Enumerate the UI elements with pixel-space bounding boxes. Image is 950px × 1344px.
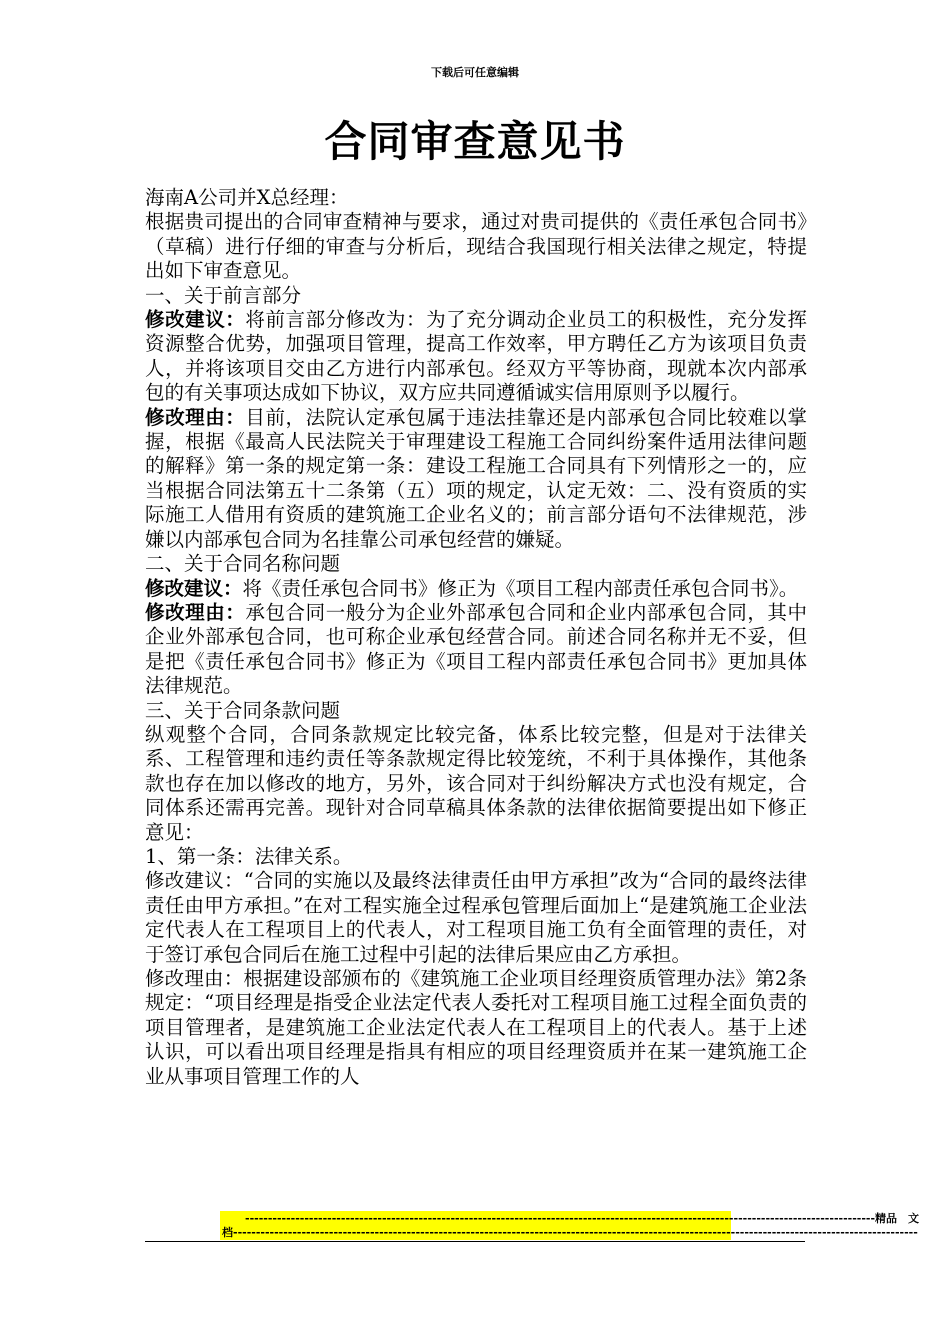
document-title: 合同审查意见书	[324, 117, 626, 166]
paragraph-label: 修改理由：	[145, 600, 246, 624]
paragraph-text: 1、第一条：法律关系。	[145, 844, 353, 868]
paragraph-text: 三、关于合同条款问题	[145, 698, 341, 722]
paragraph	[145, 406, 807, 552]
section-heading	[145, 284, 807, 308]
paragraph	[145, 967, 807, 1089]
paragraph-label: 修改建议：	[145, 308, 246, 332]
paragraph-text: 将《责任承包合同书》修正为《项目工程内部责任承包合同书》。	[242, 576, 799, 600]
paragraph-text: 承包合同一般分为企业外部承包合同和企业内部承包合同，其中企业外部承包合同，也可称企业承包经营合同。前述合同名称并无不妥，但是把《责任承包合同书》修正为《项目工程内部责任承包合同书》更加具体法律规范。	[145, 600, 807, 698]
paragraph-text: 将前言部分修改为：为了充分调动企业员工的积极性，充分发挥资源整合优势，加强项目管理，提高工作效率，甲方聘任乙方为该项目负责人，并将该项目交由乙方进行内部承包。经双方平等协商，现就本次内部承包的有关事项达成如下协议，双方应共同遵循诚实信用原则予以履行。	[145, 308, 807, 405]
paragraph-text: 修改建议：“合同的实施以及最终法律责任由甲方承担”改为“合同的最终法律责任由甲方承担。”在对工程实施全过程承包管理后面加上“是建筑施工企业法定代表人在工程项目上的代表人，对工程项目施工负有全面管理的责任，对于签订承包合同后在施工过程中引起的法律后果应由乙方承担。	[145, 869, 807, 966]
section-heading	[145, 552, 807, 576]
footer-line-1: ------------------------------------------------------------------------------------------------------------------------------------------精品 文	[245, 1212, 920, 1225]
paragraph	[145, 308, 807, 406]
paragraph	[145, 845, 807, 869]
paragraph	[145, 186, 807, 210]
document-body	[145, 186, 807, 1089]
paragraph-text: 修改理由：根据建设部颁布的《建筑施工企业项目经理资质管理办法》第2条规定：“项目经理是指受企业法定代表人委托对工程项目施工过程全面负责的项目管理者，是建筑施工企业法定代表人在工程项目上的代表人。基于上述认识，可以看出项目经理是指具有相应的项目经理资质并在某一建筑施工企业从事项目管理工作的人	[145, 967, 807, 1088]
paragraph-text: 海南A公司并X总经理：	[145, 186, 349, 209]
paragraph	[145, 869, 807, 967]
footer-line-2: 档------------------------------------------------------------------------------------------------------------------------------------------------------	[222, 1226, 918, 1239]
paragraph-text: 一、关于前言部分	[145, 283, 302, 307]
paragraph	[145, 577, 807, 601]
paragraph	[145, 723, 807, 845]
paragraph-text: 纵观整个合同，合同条款规定比较完备，体系比较完整，但是对于法律关系、工程管理和违约责任等条款规定得比较笼统，不利于具体操作，其他条款也存在加以修改的地方，另外，该合同对于纠纷解决方式也没有规定，合同体系还需再完善。现针对合同草稿具体条款的法律依据简要提出如下修正意见：	[145, 722, 807, 844]
paragraph-label: 修改建议：	[145, 576, 243, 600]
paragraph-text: 根据贵司提出的合同审查精神与要求，通过对贵司提供的《责任承包合同书》（草稿）进行仔细的审查与分析后，现结合我国现行相关法律之规定，特提出如下审查意见。	[145, 210, 807, 283]
paragraph-label: 修改理由：	[145, 405, 246, 429]
header-note: 下载后可任意编辑	[431, 66, 519, 79]
paragraph	[145, 601, 807, 699]
paragraph	[145, 210, 807, 283]
paragraph-text: 二、关于合同名称问题	[145, 552, 341, 576]
section-heading	[145, 699, 807, 723]
paragraph-text: 目前，法院认定承包属于违法挂靠还是内部承包合同比较难以掌握，根据《最高人民法院关于审理建设工程施工合同纠纷案件适用法律问题的解释》第一条的规定第一条：建设工程施工合同具有下列情形之一的，应当根据合同法第五十二条第（五）项的规定，认定无效：二、没有资质的实际施工人借用有资质的建筑施工企业名义的；前言部分语句不法律规范，涉嫌以内部承包合同为名挂靠公司承包经营的嫌疑。	[145, 405, 807, 551]
footer-divider	[145, 1241, 805, 1242]
